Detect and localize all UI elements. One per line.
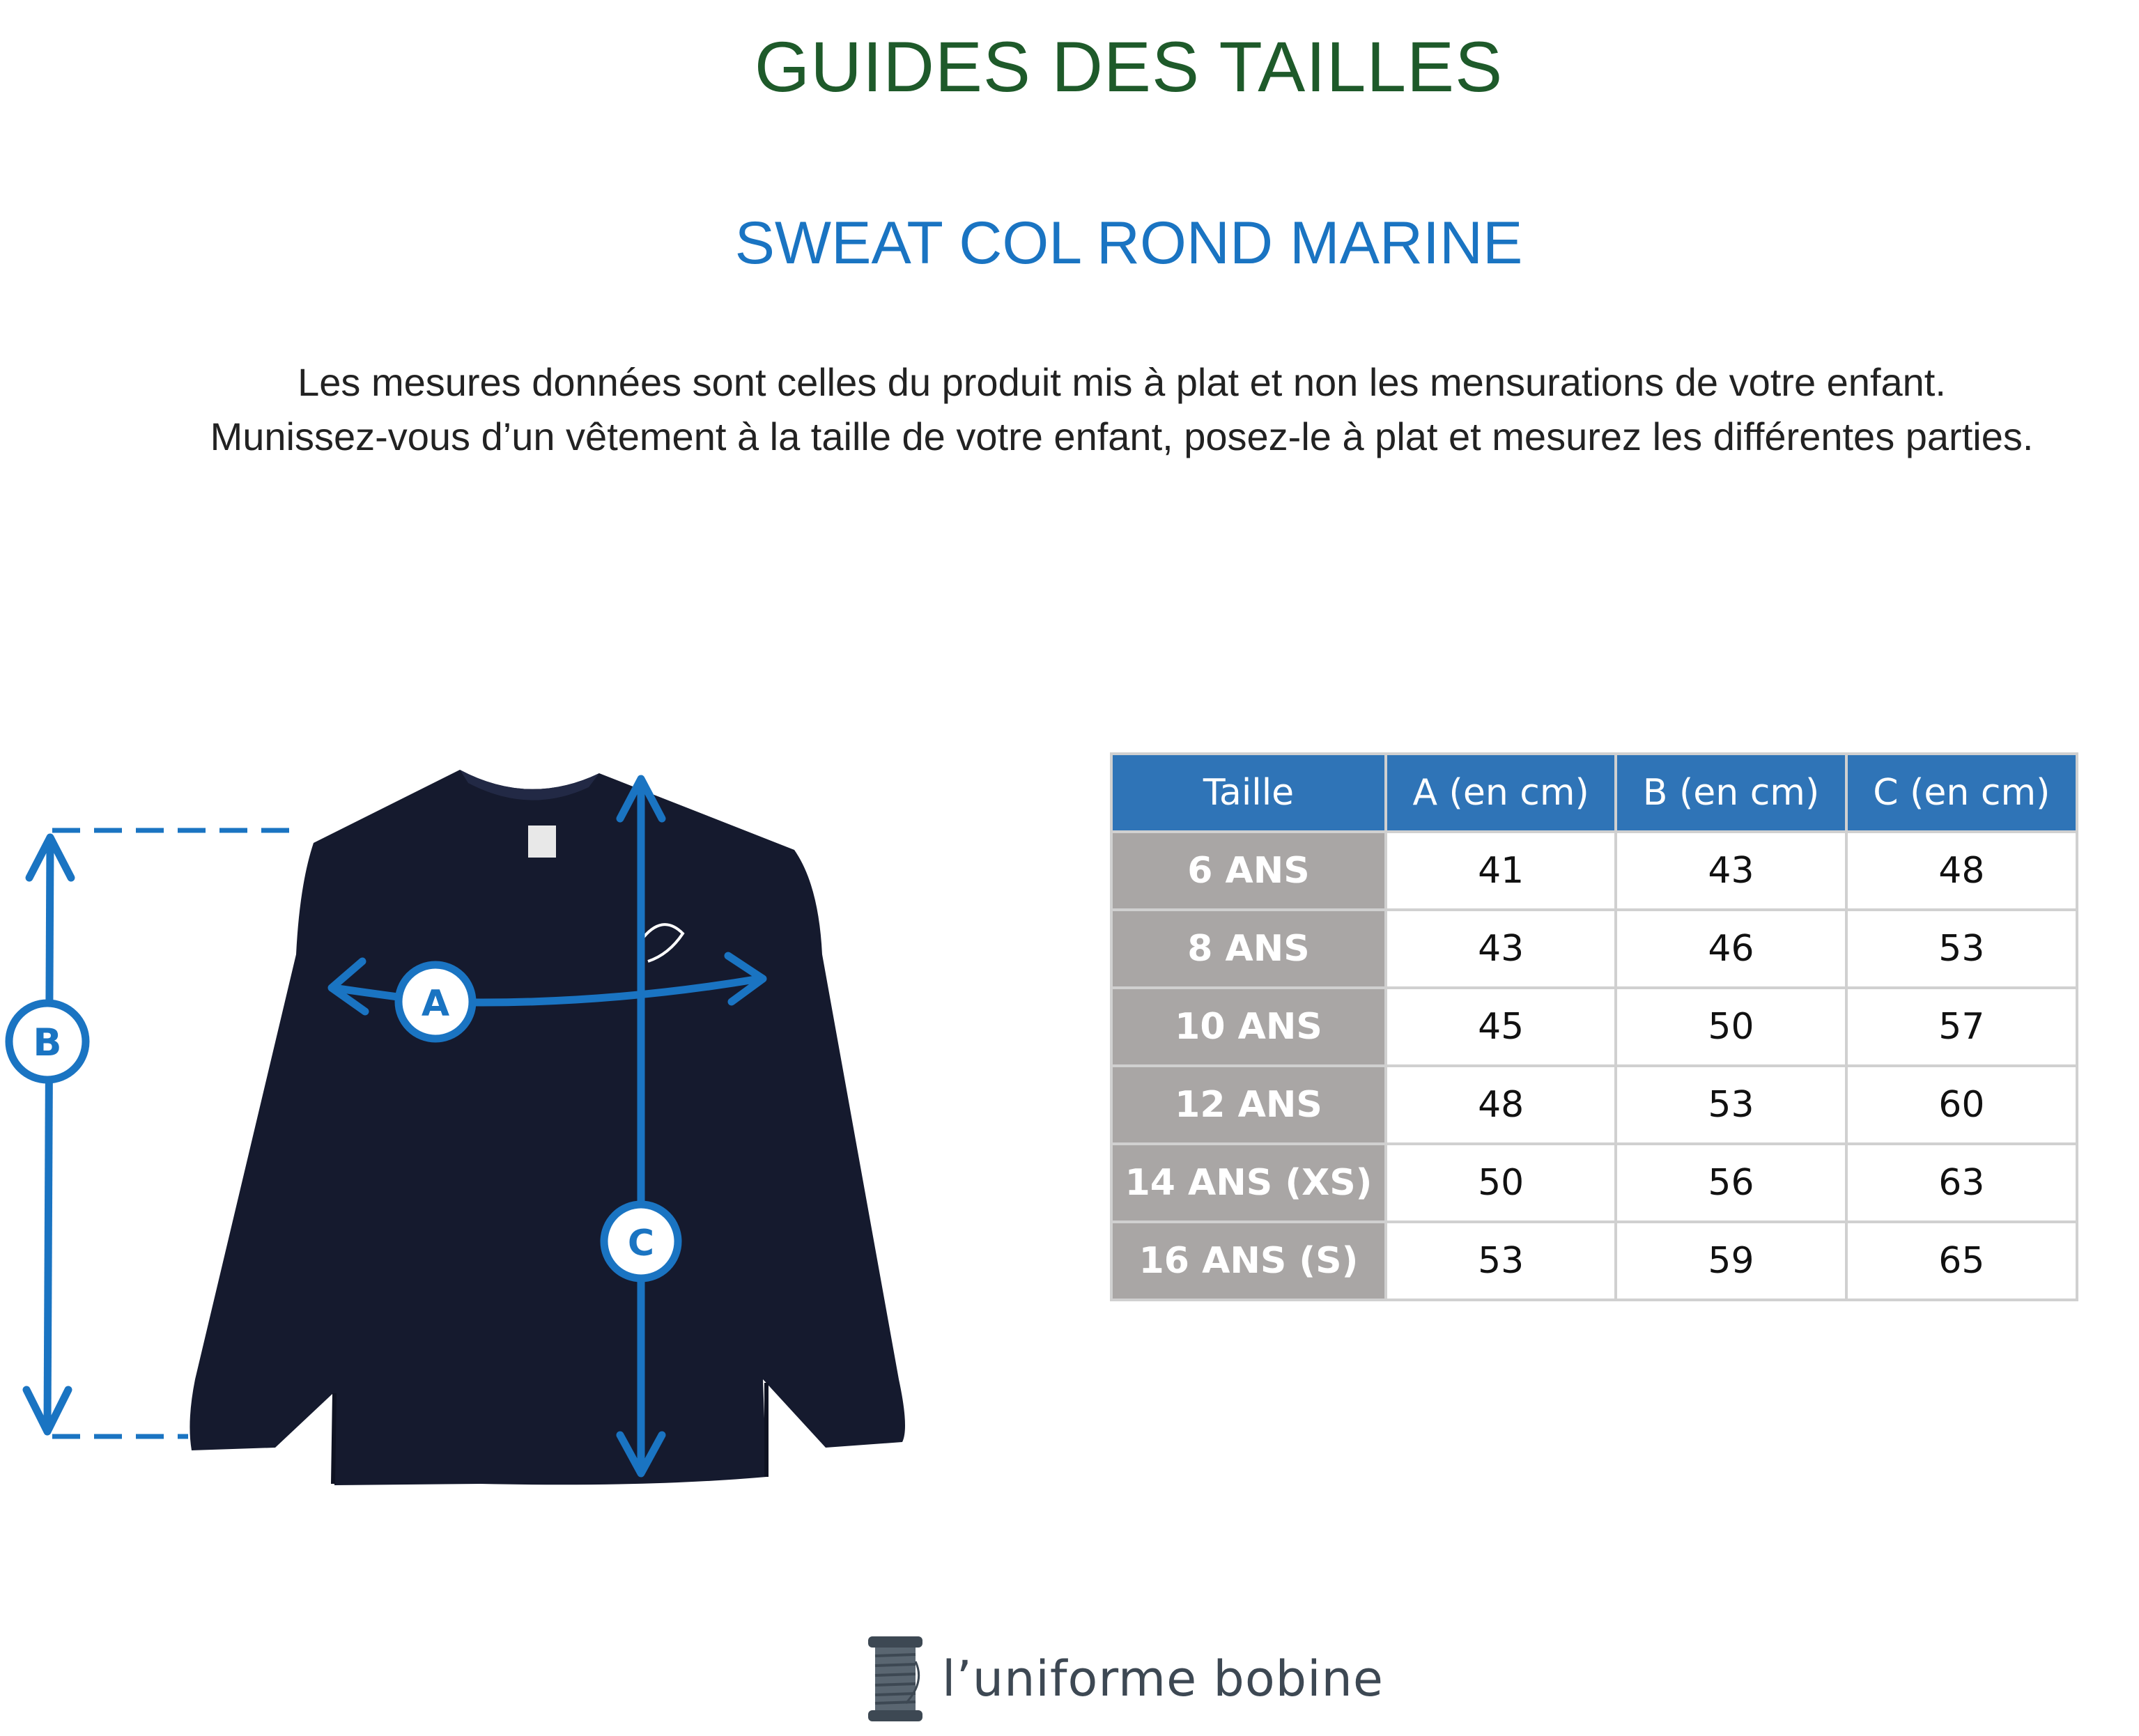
measure-b-cell: 59 (1616, 1222, 1846, 1300)
size-cell: 14 ANS (XS) (1111, 1144, 1386, 1222)
size-cell: 12 ANS (1111, 1066, 1386, 1144)
measure-c-cell: 65 (1846, 1222, 2077, 1300)
measure-a-cell: 48 (1386, 1066, 1616, 1144)
sweatshirt-illustration (190, 770, 905, 1485)
measure-a-cell: 41 (1386, 832, 1616, 910)
measure-c-cell: 57 (1846, 988, 2077, 1066)
label-c: C (627, 1223, 655, 1264)
brand-name: l’uniforme bobine (942, 1650, 1384, 1707)
garment-tag (528, 826, 556, 858)
measure-b-cell: 53 (1616, 1066, 1846, 1144)
measure-c-cell: 53 (1846, 910, 2077, 988)
measure-c-cell: 60 (1846, 1066, 2077, 1144)
measure-b-cell: 43 (1616, 832, 1846, 910)
column-header-size: Taille (1111, 754, 1386, 832)
column-header-a: A (en cm) (1386, 754, 1616, 832)
table-header-row (1111, 754, 2077, 832)
measurement-instructions (42, 355, 2139, 464)
product-name: SWEAT COL ROND MARINE (734, 210, 1523, 277)
instructions-line-1: Les mesures données sont celles du produit mis à plat et non les mensurations de votre enfant. (298, 360, 1946, 404)
measure-a-cell: 50 (1386, 1144, 1616, 1222)
measure-a-cell: 43 (1386, 910, 1616, 988)
instructions-line-2: Munissez-vous d’un vêtement à la taille de votre enfant, posez-le à plat et mesurez les différentes parties. (210, 414, 2034, 458)
column-header-c: C (en cm) (1846, 754, 2077, 832)
measure-b-cell: 46 (1616, 910, 1846, 988)
measure-b-cell: 56 (1616, 1144, 1846, 1222)
table-row (1111, 988, 2077, 1066)
column-header-b: B (en cm) (1616, 754, 1846, 832)
size-cell: 10 ANS (1111, 988, 1386, 1066)
measure-c-cell: 48 (1846, 832, 2077, 910)
measure-c-cell: 63 (1846, 1144, 2077, 1222)
measure-a-cell: 53 (1386, 1222, 1616, 1300)
table-row (1111, 1144, 2077, 1222)
size-cell: 6 ANS (1111, 832, 1386, 910)
measure-a-cell: 45 (1386, 988, 1616, 1066)
size-cell: 16 ANS (S) (1111, 1222, 1386, 1300)
measure-b-cell: 50 (1616, 988, 1846, 1066)
label-a: A (421, 983, 450, 1025)
size-chart-table (1110, 752, 2078, 1301)
brand-logo (864, 1637, 1384, 1721)
thread-spool-icon (864, 1634, 927, 1724)
size-cell: 8 ANS (1111, 910, 1386, 988)
table-row (1111, 1222, 2077, 1300)
page-title: GUIDES DES TAILLES (754, 27, 1504, 107)
table-row (1111, 832, 2077, 910)
sweatshirt-measurement-diagram (0, 731, 934, 1498)
table-row (1111, 910, 2077, 988)
label-b: B (33, 1021, 62, 1064)
table-row (1111, 1066, 2077, 1144)
